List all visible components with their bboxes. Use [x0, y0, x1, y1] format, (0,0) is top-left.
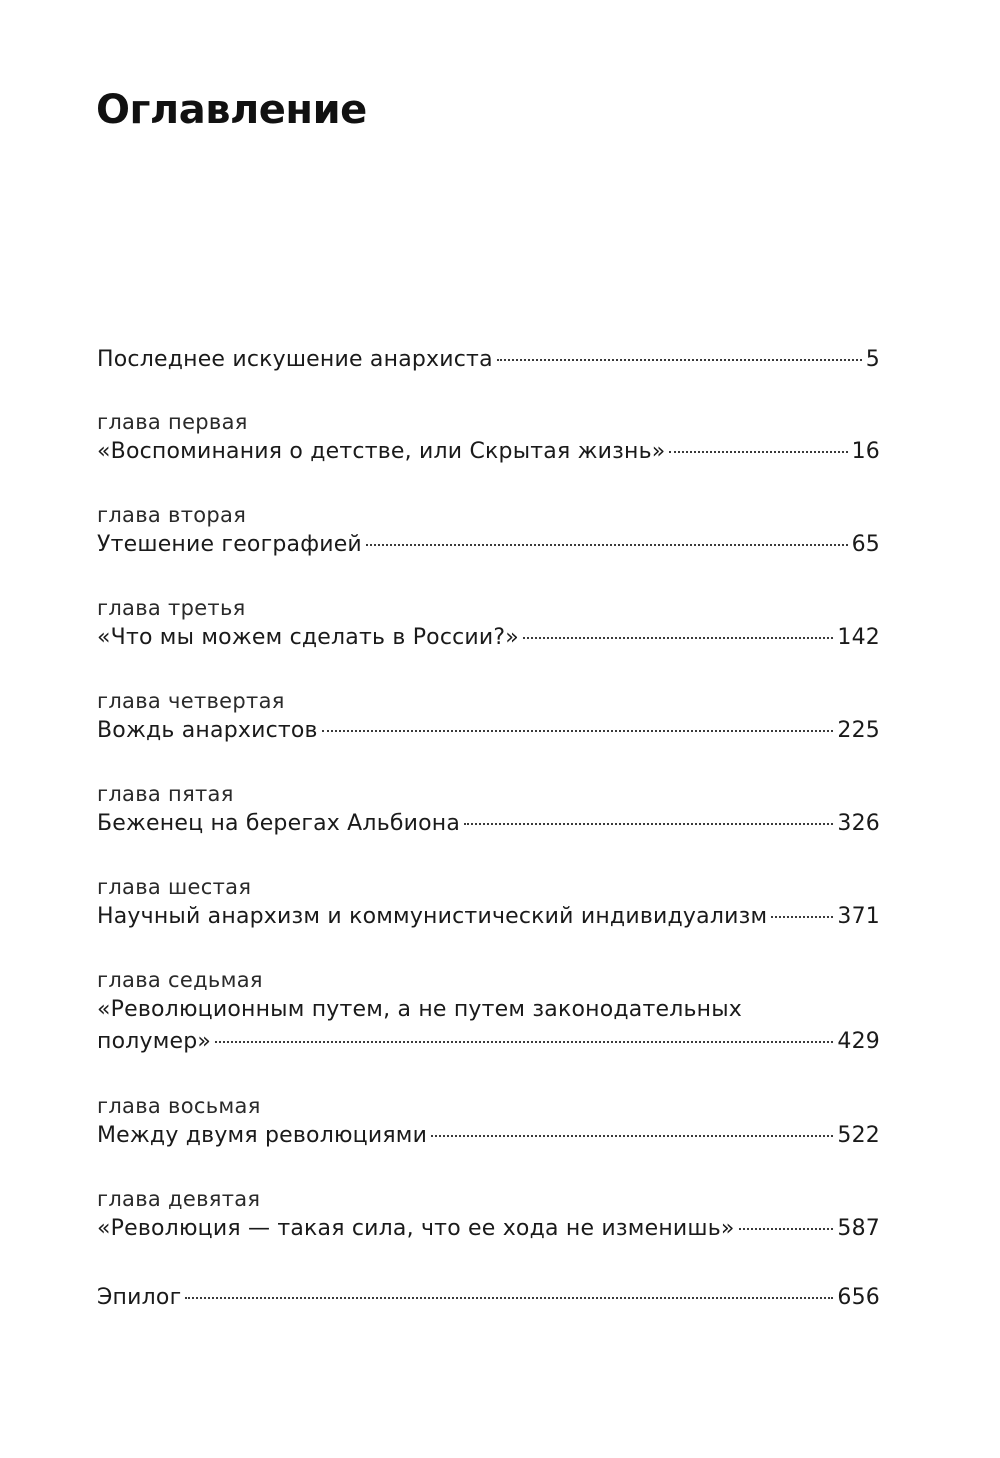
- toc-entry-chapter-7: [97, 966, 880, 1058]
- dot-leader: [497, 359, 862, 361]
- chapter-label: глава восьмая: [97, 1094, 261, 1118]
- toc-entry-chapter-6: [97, 873, 880, 933]
- chapter-label: глава девятая: [97, 1187, 261, 1211]
- toc-entry-epilogue: [97, 1282, 880, 1314]
- toc-row[interactable]: [97, 808, 880, 840]
- dot-leader: [771, 916, 833, 918]
- toc-entry-chapter-8: [97, 1092, 880, 1152]
- toc-row[interactable]: [97, 529, 880, 561]
- dot-leader: [185, 1297, 833, 1299]
- toc-page-number: 5: [865, 347, 880, 372]
- toc-row[interactable]: [97, 1213, 880, 1245]
- toc-entry-title-line-1[interactable]: «Революционным путем, а не путем законодательных: [97, 997, 743, 1022]
- toc-entry-title: Беженец на берегах Альбиона: [97, 811, 461, 836]
- chapter-label: глава третья: [97, 596, 246, 620]
- toc-page-number: 656: [837, 1285, 880, 1310]
- dot-leader: [464, 823, 833, 825]
- toc-entry-title: Вождь анархистов: [97, 718, 318, 743]
- toc-row[interactable]: [97, 622, 880, 654]
- toc-page-number: 16: [851, 439, 880, 464]
- toc-entry-chapter-5: [97, 780, 880, 840]
- toc-entry-title: «Воспоминания о детстве, или Скрытая жизнь»: [97, 439, 666, 464]
- dot-leader: [739, 1228, 834, 1230]
- toc-page-number: 429: [837, 1029, 880, 1054]
- chapter-label: глава вторая: [97, 503, 247, 527]
- chapter-label: глава пятая: [97, 782, 234, 806]
- toc-page-number: 587: [837, 1216, 880, 1241]
- dot-leader: [669, 451, 847, 453]
- toc-entry-chapter-1: [97, 408, 880, 468]
- toc-entry-title: Научный анархизм и коммунистический индивидуализм: [97, 904, 768, 929]
- toc-row[interactable]: [97, 715, 880, 747]
- toc-page-number: 65: [851, 532, 880, 557]
- dot-leader: [366, 544, 848, 546]
- toc-entry-chapter-4: [97, 687, 880, 747]
- toc-entry-title: «Что мы можем сделать в России?»: [97, 625, 519, 650]
- toc-row[interactable]: [97, 1120, 880, 1152]
- toc-page-number: 142: [837, 625, 880, 650]
- toc-entry-title: полумер»: [97, 1029, 212, 1054]
- chapter-label: глава седьмая: [97, 968, 263, 992]
- dot-leader: [322, 730, 834, 732]
- dot-leader: [431, 1135, 833, 1137]
- toc-entry-title: Последнее искушение анархиста: [97, 347, 493, 372]
- toc-page-number: 225: [837, 718, 880, 743]
- dot-leader: [523, 637, 833, 639]
- toc-entry-chapter-3: [97, 594, 880, 654]
- toc-page-number: 371: [837, 904, 880, 929]
- chapter-label: глава первая: [97, 410, 248, 434]
- toc-entry-chapter-2: [97, 501, 880, 561]
- toc-page-number: 326: [837, 811, 880, 836]
- toc-entry-title: Эпилог: [97, 1285, 182, 1310]
- chapter-label: глава четвертая: [97, 689, 285, 713]
- toc-row[interactable]: [97, 1026, 880, 1058]
- toc-row[interactable]: [97, 344, 880, 376]
- toc-row[interactable]: [97, 1282, 880, 1314]
- chapter-label: глава шестая: [97, 875, 252, 899]
- dot-leader: [215, 1041, 833, 1043]
- toc-entry-title: «Революция — такая сила, что ее хода не изменишь»: [97, 1216, 735, 1241]
- toc-row[interactable]: [97, 436, 880, 468]
- toc-page-number: 522: [837, 1123, 880, 1148]
- toc-row[interactable]: [97, 901, 880, 933]
- toc-entry-prologue: [97, 344, 880, 376]
- page-title: Оглавление: [96, 87, 367, 133]
- toc-entry-title: Между двумя революциями: [97, 1123, 428, 1148]
- toc-entry-title: Утешение географией: [97, 532, 362, 557]
- toc-entry-chapter-9: [97, 1185, 880, 1245]
